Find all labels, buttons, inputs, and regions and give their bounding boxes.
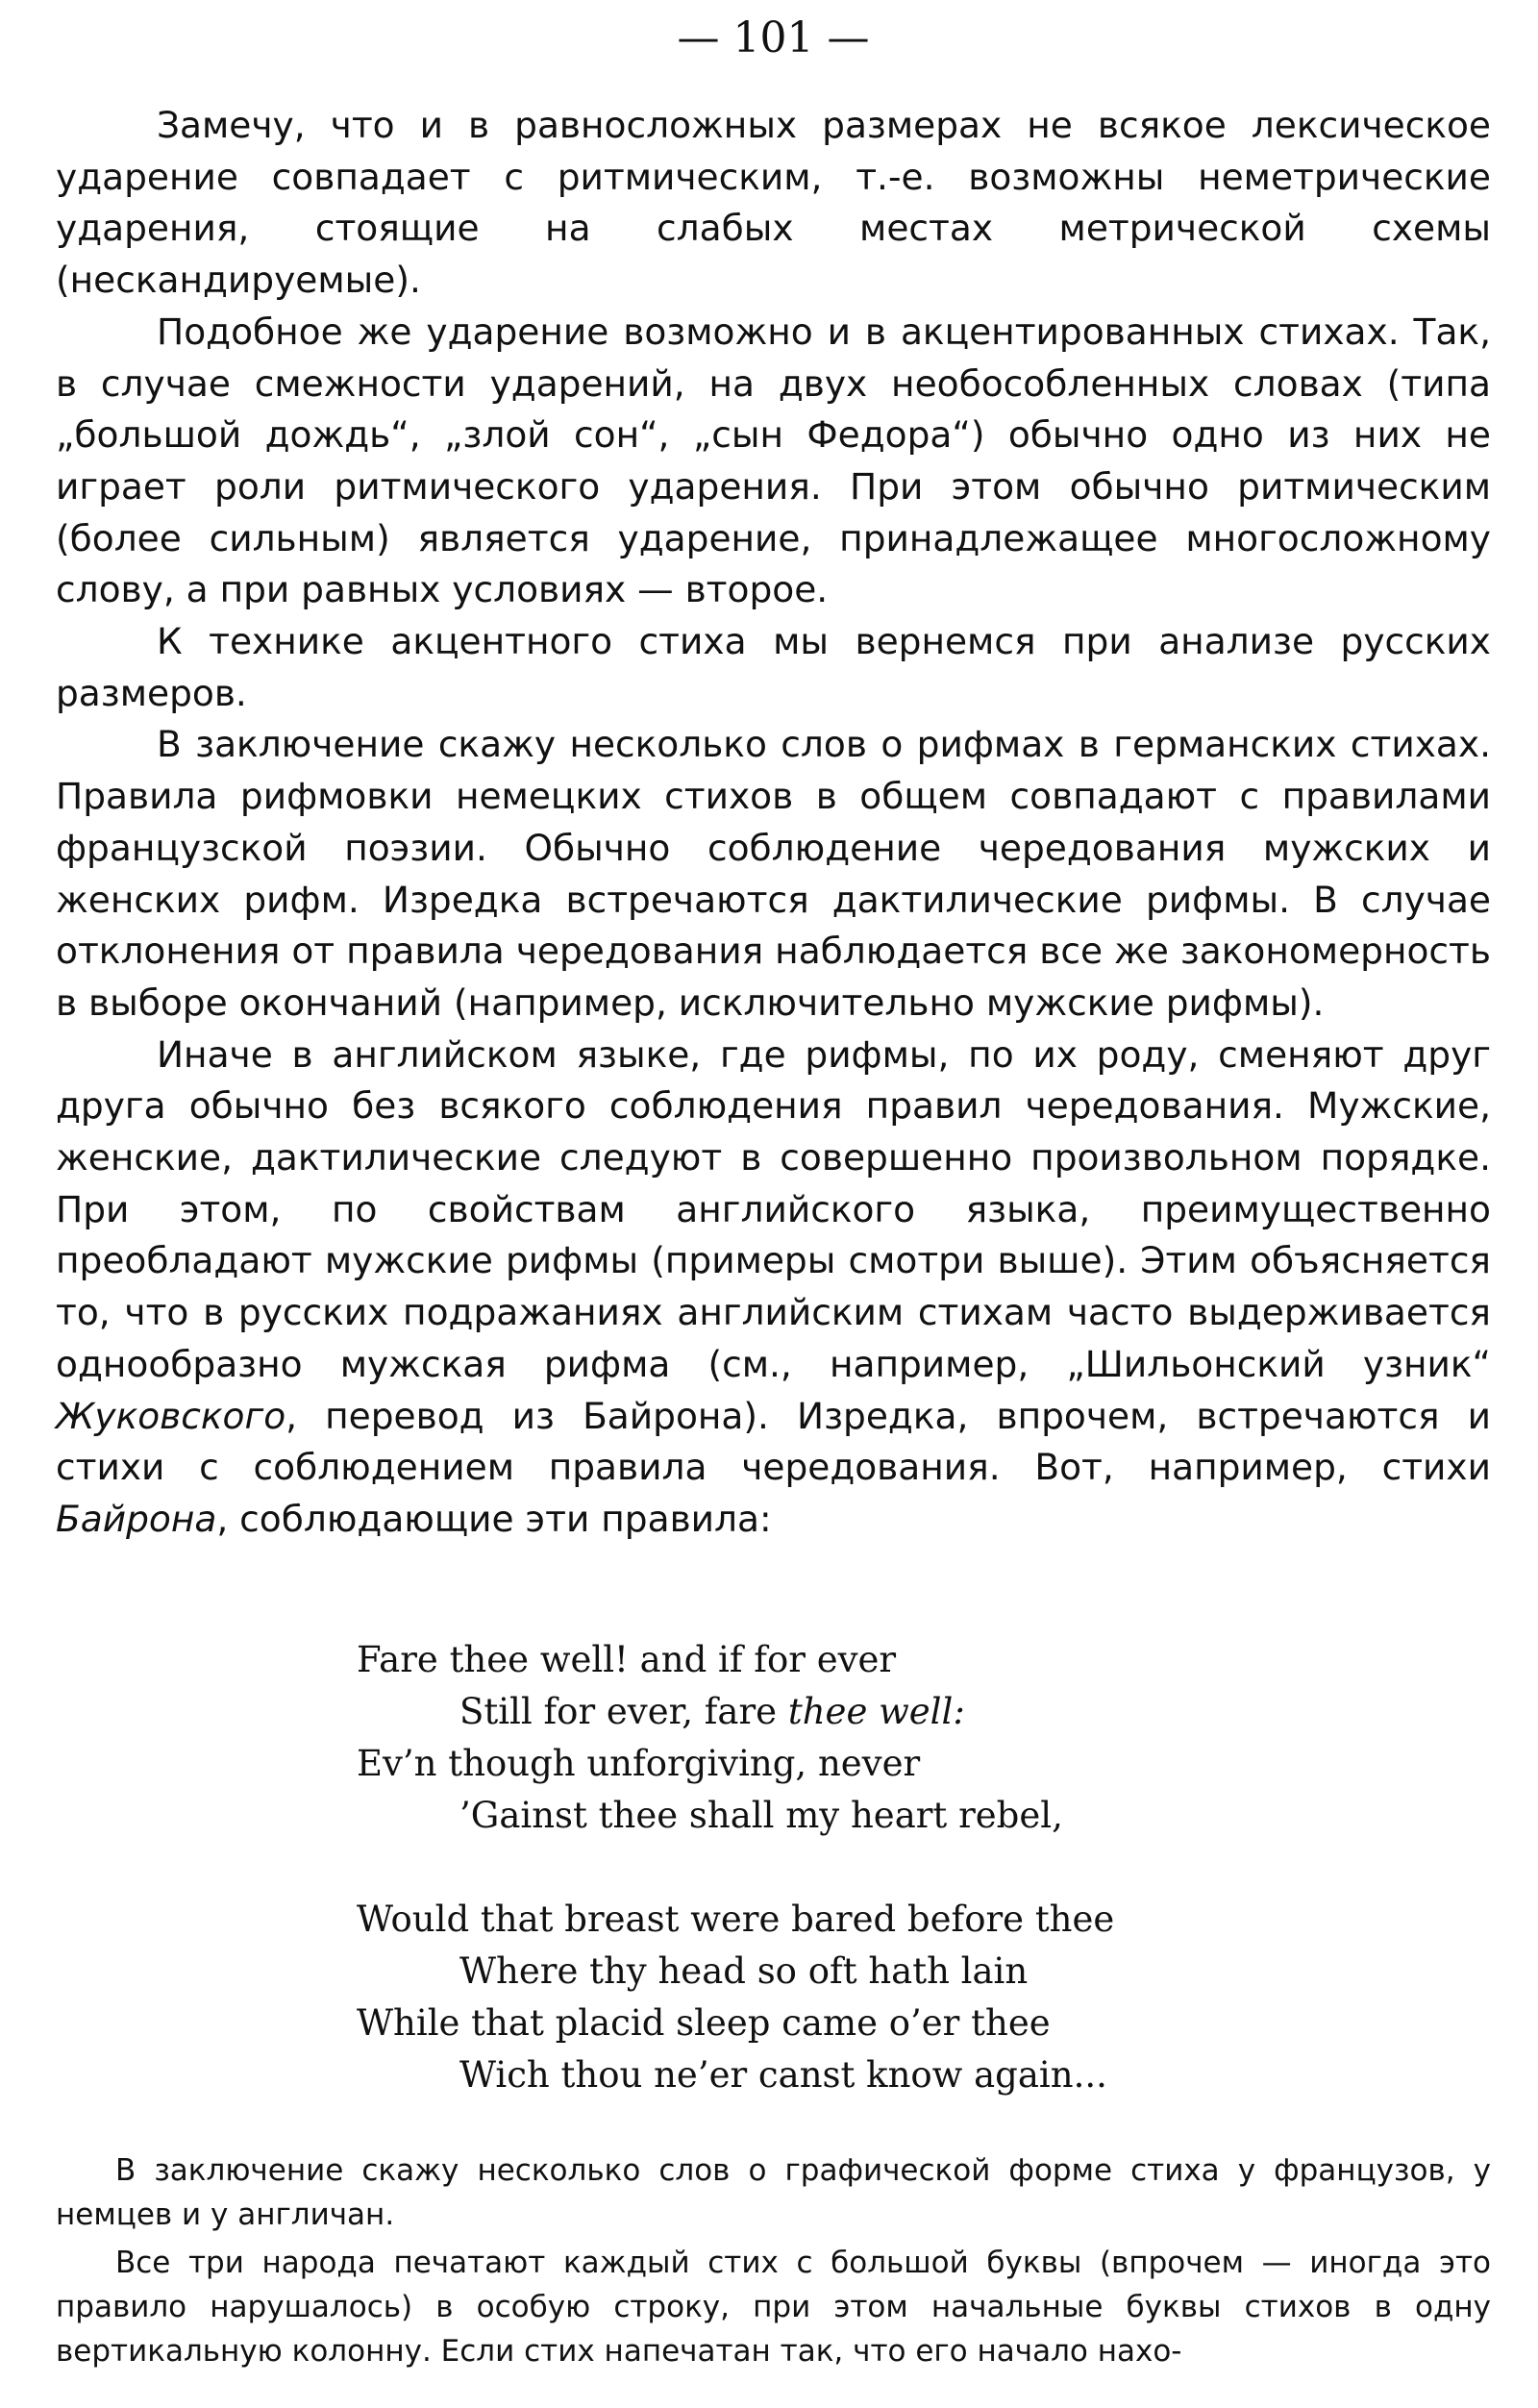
paragraph-english-rhymes xyxy=(56,1030,1491,1546)
poem-line: Would that breast were bared before thee xyxy=(357,1899,1115,1940)
byron-poem xyxy=(357,1634,1114,2101)
book-page xyxy=(56,0,1491,2408)
paragraph-accent-technique: К технике акцентного стиха мы вернемся при анализе русских размеров. xyxy=(56,620,1491,714)
paragraph-capital-letters: Все три народа печатают каждый стих с большой буквы (впрочем — иногда это правило нарушалось) в особую строку, при этом начальные буквы стихов в одну вертикальную колонну. Если стих напечатан так, что его начало нахо- xyxy=(56,2246,1491,2369)
poem-line: ’Gainst thee shall my heart rebel, xyxy=(459,1795,1063,1836)
poem-line: Where thy head so oft hath lain xyxy=(459,1950,1029,1992)
main-text xyxy=(56,100,1491,1546)
english-text-part3: , соблюдающие эти правила: xyxy=(216,1497,772,1540)
poem-line-italic: thee well: xyxy=(787,1691,965,1732)
page-number: — 101 — xyxy=(677,13,870,62)
author-byron: Байрона xyxy=(56,1497,217,1540)
english-text-part1: Иначе в английском языке, где рифмы, по их роду, сменяют друг друга обычно без всякого соблюдения правил чередования. Мужские, женские, дактилические следуют в совершенно произвольном порядке. При этом, по свойствам английского языка, преимущественно преобладают мужские рифмы (примеры смотри выше). Этим объясняется то, что в русских подражаниях английским стихам часто выдерживается однообразно мужская рифма (см., например, „Шильонский узник“ xyxy=(56,1032,1491,1385)
poem-line-text: Still for ever, fare xyxy=(459,1691,788,1732)
poem-line: While that placid sleep came o’er thee xyxy=(357,2002,1051,2044)
small-print-section xyxy=(56,2148,1491,2377)
poem-line: Ev’n though unforgiving, never xyxy=(357,1743,921,1784)
paragraph-accented-verse: Подобное же ударение возможно и в акцентированных стихах. Так, в случае смежности ударений, на двух необособленных словах (типа „большой дождь“, „злой сон“, „сын Федора“) обычно одно из них не играет роли ритмического ударения. При этом обычно ритмическим (более сильным) является ударение, принадлежащее многосложному слову, а при равных условиях — второе. xyxy=(56,310,1491,611)
poem-line: Wich thou ne’er canst know again... xyxy=(459,2054,1107,2096)
paragraph-german-rhymes: В заключение скажу несколько слов о рифмах в германских стихах. Правила рифмовки немецких стихов в общем совпадают с правилами французской поэзии. Обычно соблюдение чередования мужских и женских рифм. Изредка встречаются дактилические рифмы. В случае отклонения от правила чередования наблюдается все же закономерность в выборе окончаний (например, исключительно мужские рифмы). xyxy=(56,723,1491,1024)
poem-line: Fare thee well! and if for ever xyxy=(357,1639,897,1680)
poem-stanza-1 xyxy=(357,1634,1114,1842)
poem-line xyxy=(357,1686,1114,1738)
english-text-part2: , перевод из Байрона). Изредка, впрочем, встречаются и стихи с соблюдением правила чередования. Вот, например, стихи xyxy=(56,1394,1491,1489)
paragraph-graphic-form: В заключение скажу несколько слов о графической форме стиха у французов, у немцев и у англичан. xyxy=(56,2153,1491,2232)
author-zhukovsky: Жуковского xyxy=(56,1394,286,1437)
paragraph-nonmetric-stress: Замечу, что и в равносложных размерах не всякое лексическое ударение совпадает с ритмическим, т.-е. возможны неметрические ударения, стоящие на слабых местах метрической схемы (нескандируемые). xyxy=(56,104,1491,302)
poem-stanza-2 xyxy=(357,1894,1114,2101)
